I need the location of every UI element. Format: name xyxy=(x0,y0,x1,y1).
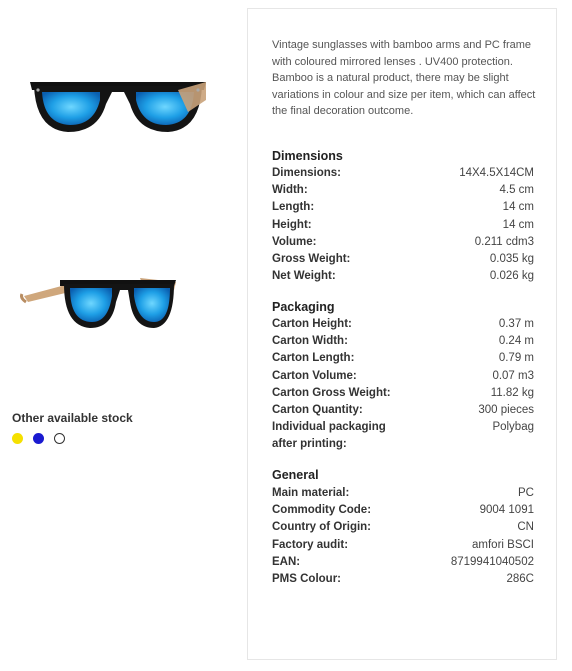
spec-label: Dimensions: xyxy=(272,167,342,179)
spec-value: 0.79 m xyxy=(498,352,534,365)
spec-label: Length: xyxy=(272,201,315,214)
product-description: Vintage sunglasses with bamboo arms and PC frame with coloured mirrored lenses . UV400 protection. Bamboo is a natural product, there may be slight variations in colour and size per item, which can affect the final decoration outcome. xyxy=(272,39,536,117)
spec-label: Width: xyxy=(272,184,308,197)
other-stock-label: Other available stock xyxy=(12,411,133,425)
spec-label: Country of Origin: xyxy=(272,521,372,534)
packaging-row xyxy=(272,368,534,385)
packaging-row xyxy=(272,385,534,402)
packaging-row xyxy=(272,316,534,333)
spec-value: 286C xyxy=(506,573,534,585)
spec-label: EAN: xyxy=(272,555,301,568)
spec-value: 0.035 kg xyxy=(489,253,534,265)
spec-value: 11.82 kg xyxy=(490,386,534,399)
packaging-row xyxy=(272,350,534,367)
spec-value: 300 pieces xyxy=(478,404,534,416)
spec-label: Carton Volume: xyxy=(272,369,357,382)
spec-label: Carton Height: xyxy=(272,318,352,330)
spec-label: Carton Width: xyxy=(272,335,348,348)
general-row xyxy=(272,537,534,554)
spec-label: Height: xyxy=(272,218,312,231)
spec-value: 14X4.5X14CM xyxy=(459,167,534,179)
spec-value: 14 cm xyxy=(502,218,534,231)
dimensions-title: Dimensions xyxy=(272,149,343,163)
spec-value: 0.37 m xyxy=(498,318,534,330)
spec-value: 0.24 m xyxy=(498,335,534,348)
spec-label: Carton Quantity: xyxy=(272,404,363,416)
spec-value: 0.211 cdm3 xyxy=(474,235,534,248)
spec-label: Carton Gross Weight: xyxy=(272,386,391,399)
color-swatch-yellow[interactable] xyxy=(12,433,23,444)
general-row xyxy=(272,485,534,502)
general-row xyxy=(272,519,534,536)
product-gallery xyxy=(0,0,240,671)
spec-value: 14 cm xyxy=(502,201,534,214)
general-row xyxy=(272,554,534,571)
packaging-row xyxy=(272,419,534,453)
color-swatch-white[interactable] xyxy=(54,433,65,444)
dimensions-row xyxy=(272,268,534,285)
dimensions-row xyxy=(272,234,534,251)
spec-value: 0.07 m3 xyxy=(492,369,534,382)
spec-label: Carton Length: xyxy=(272,352,355,365)
spec-label: Factory audit: xyxy=(272,538,349,551)
spec-value: CN xyxy=(517,521,534,534)
packaging-row xyxy=(272,402,534,419)
dimensions-row xyxy=(272,217,534,234)
spec-label: Commodity Code: xyxy=(272,504,372,517)
packaging-row xyxy=(272,333,534,350)
spec-label: Volume: xyxy=(272,235,317,248)
dimensions-row xyxy=(272,182,534,199)
product-details-panel xyxy=(247,8,557,660)
packaging-title: Packaging xyxy=(272,300,335,314)
spec-label: PMS Colour: xyxy=(272,573,341,585)
spec-value: 0.026 kg xyxy=(489,270,534,283)
spec-value: Polybag xyxy=(492,421,534,434)
general-row xyxy=(272,571,534,588)
dimensions-row xyxy=(272,251,534,268)
dimensions-row xyxy=(272,165,534,182)
spec-label: Net Weight: xyxy=(272,270,336,283)
product-image-front[interactable] xyxy=(28,60,208,145)
general-row xyxy=(272,502,534,519)
product-image-side[interactable] xyxy=(20,268,180,343)
spec-label: Individual packaging after printing: xyxy=(272,421,386,451)
spec-value: PC xyxy=(518,487,534,499)
spec-value: 8719941040502 xyxy=(450,555,534,568)
spec-value: 4.5 cm xyxy=(499,184,534,197)
general-title: General xyxy=(272,468,319,482)
color-swatches xyxy=(12,433,65,444)
spec-label: Main material: xyxy=(272,487,350,499)
spec-label: Gross Weight: xyxy=(272,253,351,265)
spec-value: 9004 1091 xyxy=(479,504,534,517)
dimensions-row xyxy=(272,199,534,216)
color-swatch-blue[interactable] xyxy=(33,433,44,444)
spec-value: amfori BSCI xyxy=(472,538,534,551)
